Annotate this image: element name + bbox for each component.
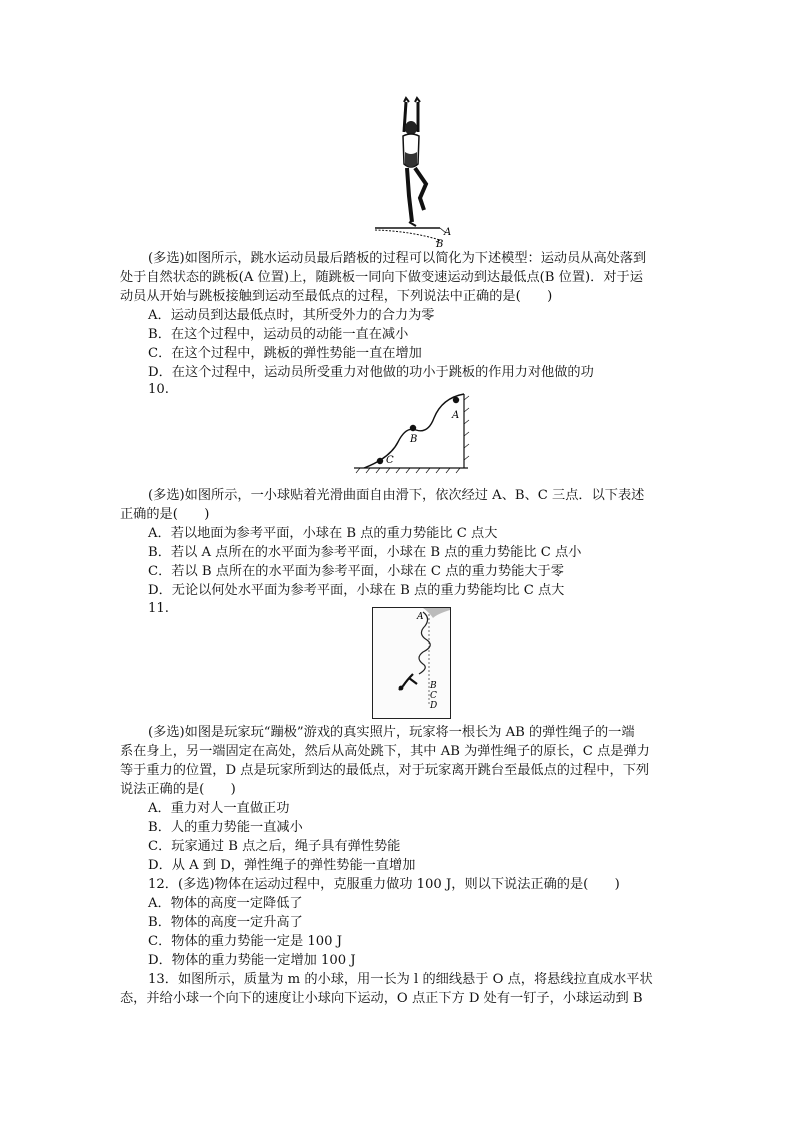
- q12-option-c: C．物体的重力势能一定是 100 J: [148, 934, 342, 949]
- label-b: B: [436, 239, 444, 247]
- q9-option-c: C．在这个过程中，跳板的弹性势能一直在增加: [148, 346, 422, 361]
- q10-option-c: C．若以 B 点所在的水平面为参考平面，小球在 C 点的重力势能大于零: [148, 564, 564, 579]
- q10-line-1: (多选)如图所示，一小球贴着光滑曲面自由滑下，依次经过 A、B、C 三点．以下表述: [148, 488, 645, 503]
- label-b: B: [410, 434, 418, 445]
- q10-line-2: 正确的是( ): [120, 507, 210, 522]
- q11-option-b: B．人的重力势能一直减小: [148, 820, 303, 835]
- curve-figure: [350, 388, 480, 478]
- label-c: C: [386, 455, 394, 466]
- label-a: A: [452, 410, 460, 421]
- label-a: A: [417, 612, 424, 622]
- q12-option-a: A．物体的高度一定降低了: [148, 896, 303, 911]
- diver-svg: [360, 92, 470, 247]
- q10-number: 10.: [148, 382, 169, 397]
- q9-line-1: (多选)如图所示，跳水运动员最后踏板的过程可以简化为下述模型：运动员从高处落到: [148, 251, 647, 266]
- label-b: B: [430, 681, 437, 691]
- label-a: A: [444, 227, 452, 238]
- q9-line-3: 动员从开始与跳板接触到运动至最低点的过程，下列说法中正确的是( ): [120, 289, 553, 304]
- q9-option-a: A．运动员到达最低点时，其所受外力的合力为零: [148, 308, 435, 323]
- q11-line-4: 说法正确的是( ): [120, 782, 236, 797]
- q12-option-b: B．物体的高度一定升高了: [148, 915, 303, 930]
- q13-line-1: 13．如图所示，质量为 m 的小球，用一长为 l 的细线悬于 O 点，将悬线拉直成水平状: [148, 972, 653, 987]
- q10-option-b: B．若以 A 点所在的水平面为参考平面，小球在 B 点的重力势能比 C 点小: [148, 545, 582, 560]
- q11-line-1: (多选)如图是玩家玩“蹦极”游戏的真实照片，玩家将一根长为 AB 的弹性绳子的一端: [148, 725, 635, 740]
- q12-line-1: 12．(多选)物体在运动过程中，克服重力做功 100 J，则以下说法正确的是( ): [148, 877, 620, 892]
- q11-line-3: 等于重力的位置，D 点是玩家所到达的最低点，对于玩家离开跳台至最低点的过程中，下列: [120, 763, 650, 778]
- q11-option-c: C．玩家通过 B 点之后，绳子具有弹性势能: [148, 839, 401, 854]
- curve-svg: [350, 388, 480, 478]
- bungee-photo: [372, 607, 451, 719]
- bungee-svg: [373, 608, 450, 718]
- q11-option-d: D．从 A 到 D，弹性绳子的弹性势能一直增加: [148, 858, 416, 873]
- q11-line-2: 系在身上，另一端固定在高处，然后从高处跳下，其中 AB 为弹性绳子的原长，C 点是弹力: [120, 744, 650, 759]
- q9-line-2: 处于自然状态的跳板(A 位置)上，随跳板一同向下做变速运动到达最低点(B 位置)．对于运: [120, 270, 643, 285]
- q12-option-d: D．物体的重力势能一定增加 100 J: [148, 953, 356, 968]
- q11-number: 11.: [148, 601, 169, 616]
- q10-option-d: D．无论以何处水平面为参考平面，小球在 B 点的重力势能均比 C 点大: [148, 583, 565, 598]
- q11-option-a: A．重力对人一直做正功: [148, 801, 290, 816]
- q10-option-a: A．若以地面为参考平面，小球在 B 点的重力势能比 C 点大: [148, 526, 498, 541]
- q9-option-d: D．在这个过程中，运动员所受重力对他做的功小于跳板的作用力对他做的功: [148, 365, 594, 380]
- label-c: C: [430, 691, 437, 701]
- q9-option-b: B．在这个过程中，运动员的动能一直在减小: [148, 327, 409, 342]
- diver-figure: [360, 92, 470, 247]
- q13-line-2: 态，并给小球一个向下的速度让小球向下运动，O 点正下方 D 处有一钉子，小球运动到 B: [120, 991, 643, 1006]
- label-d: D: [430, 701, 438, 711]
